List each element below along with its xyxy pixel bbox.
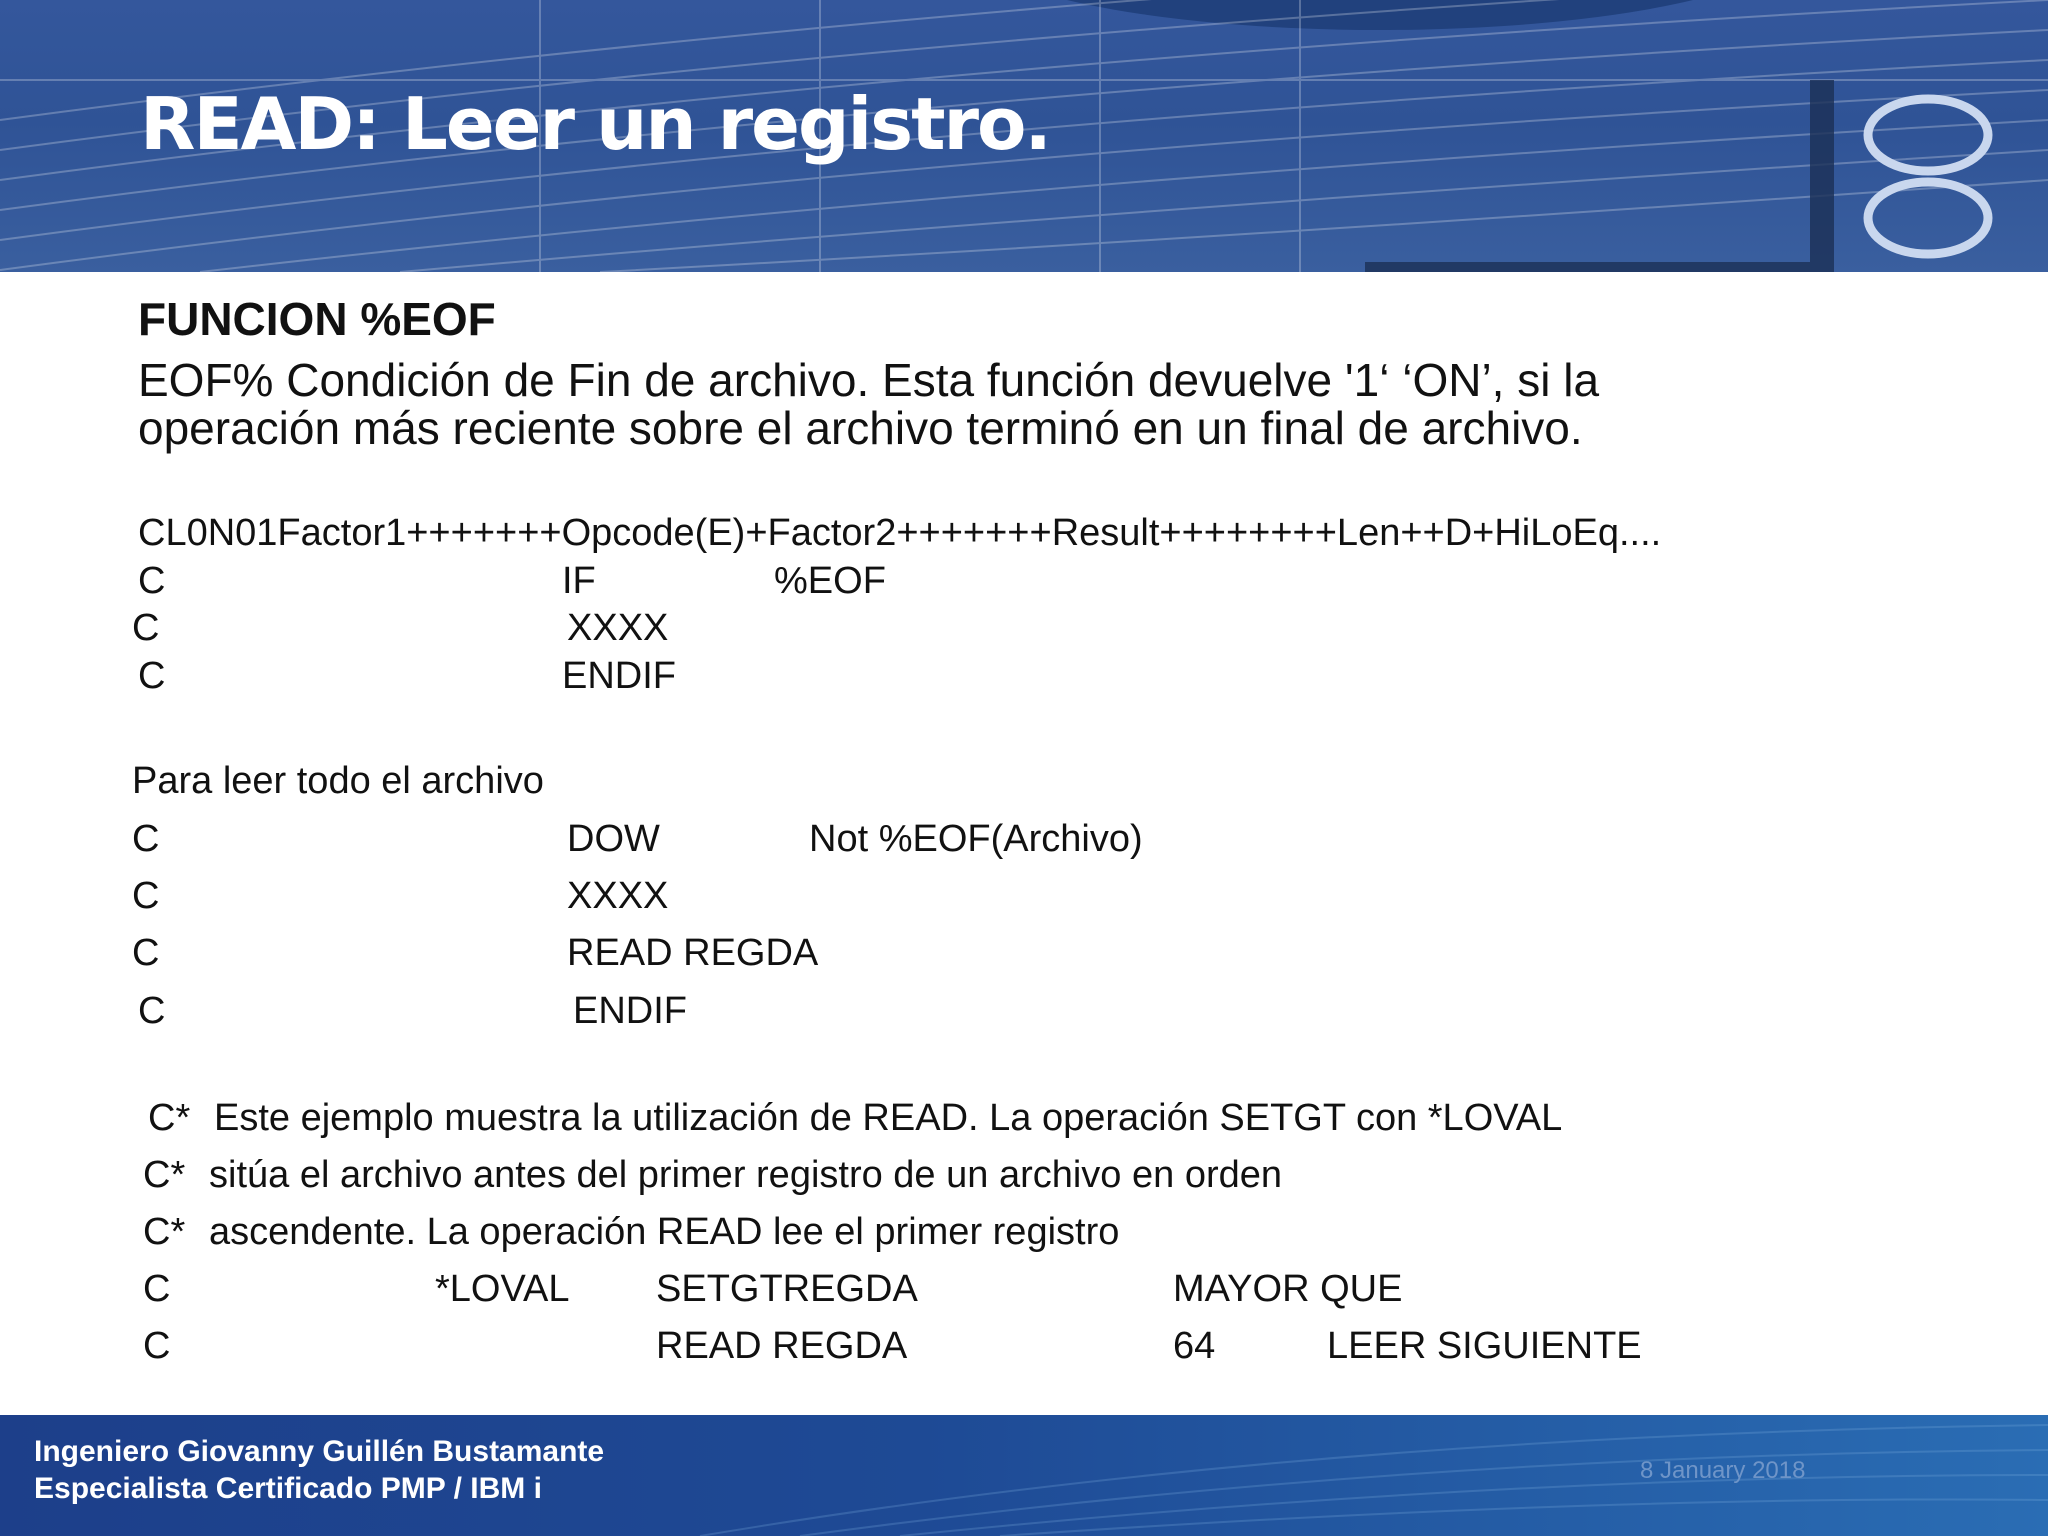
- code-line-c: C: [138, 655, 166, 697]
- code-line-c: C: [132, 818, 160, 860]
- code-line-comment: LEER SIGUIENTE: [1327, 1325, 1642, 1367]
- code-line-c: C: [138, 560, 166, 602]
- code-line-opcode: ENDIF: [562, 655, 676, 697]
- code-line-opcode: SETGTREGDA: [656, 1268, 918, 1310]
- section-heading: FUNCION %EOF: [138, 293, 496, 345]
- code-line-c: C: [132, 607, 160, 649]
- description-line-1: EOF% Condición de Fin de archivo. Esta función devuelve '1‘ ‘ON’, si la: [138, 354, 1600, 406]
- code-line-opcode: IF: [562, 560, 596, 602]
- code-line-opcode: READ REGDA: [567, 932, 819, 974]
- code-line-opcode: XXXX: [567, 607, 669, 649]
- code-line-factor2: %EOF: [774, 560, 886, 602]
- loop-label: Para leer todo el archivo: [132, 760, 544, 802]
- comment-marker: C*: [143, 1154, 186, 1196]
- slide-header-banner: [0, 0, 2048, 272]
- code-line-factor1: *LOVAL: [435, 1268, 570, 1310]
- spec-line: CL0N01Factor1+++++++Opcode(E)+Factor2+++++++Result++++++++Len++D+HiLoEq....: [138, 512, 1662, 554]
- code-line-c: C: [132, 932, 160, 974]
- code-line-opcode: XXXX: [567, 875, 669, 917]
- slide-title: READ: Leer un registro.: [140, 82, 1050, 166]
- comment-marker: C*: [143, 1211, 186, 1253]
- comment-marker: C*: [148, 1097, 191, 1139]
- author-credentials: Especialista Certificado PMP / IBM i: [34, 1472, 542, 1505]
- slide-footer: [0, 1415, 2048, 1536]
- author-name: Ingeniero Giovanny Guillén Bustamante: [34, 1435, 605, 1468]
- code-line-result: 64: [1173, 1325, 1216, 1367]
- code-line-opcode: READ REGDA: [656, 1325, 908, 1367]
- comment-text: Este ejemplo muestra la utilización de READ. La operación SETGT con *LOVAL: [214, 1097, 1563, 1139]
- code-line-result: MAYOR QUE: [1173, 1268, 1403, 1310]
- code-line-c: C: [143, 1268, 171, 1310]
- code-line-c: C: [138, 990, 166, 1032]
- comment-text: sitúa el archivo antes del primer registro de un archivo en orden: [209, 1154, 1283, 1196]
- code-line-c: C: [143, 1325, 171, 1367]
- code-line-c: C: [132, 875, 160, 917]
- description-line-2: operación más reciente sobre el archivo terminó en un final de archivo.: [138, 402, 1583, 454]
- slide-date: 8 January 2018: [1640, 1457, 1806, 1484]
- comment-text: ascendente. La operación READ lee el primer registro: [209, 1211, 1120, 1253]
- code-line-factor2: Not %EOF(Archivo): [809, 818, 1143, 860]
- code-line-opcode: DOW: [567, 818, 660, 860]
- code-line-opcode: ENDIF: [573, 990, 687, 1032]
